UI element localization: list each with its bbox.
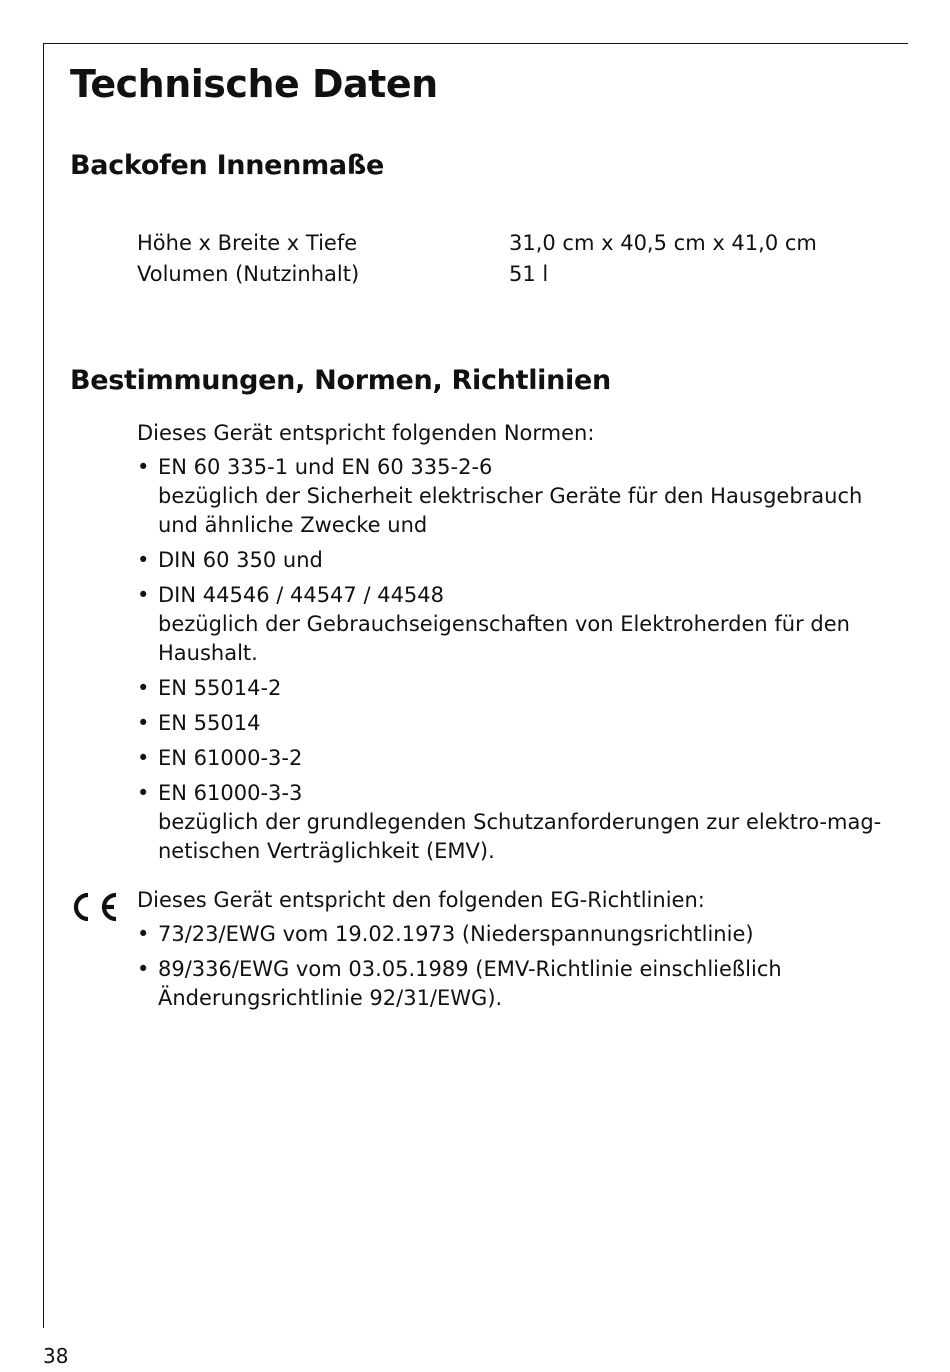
list-item-code: • EN 60 335-1 und EN 60 335-2-6 xyxy=(158,455,493,479)
list-item xyxy=(137,546,897,575)
list-item-description: bezüglich der Sicherheit elektrischer Geräte für den Hausgebrauch und ähnliche Zwecke und xyxy=(158,484,863,537)
directives-section xyxy=(137,886,897,1019)
standards-list xyxy=(137,453,897,866)
page-frame-top-rule xyxy=(43,43,908,44)
page-frame-left-rule xyxy=(43,43,44,1328)
directives-intro: Dieses Gerät entspricht den folgenden EG-Richtlinien: xyxy=(137,888,705,912)
page-title: Technische Daten xyxy=(70,62,438,106)
page-number: 38 xyxy=(43,1344,69,1368)
standards-intro: Dieses Gerät entspricht folgenden Normen: xyxy=(137,421,595,445)
list-item-description: bezüglich der grundlegenden Schutzanforderungen zur elektro-mag-netischen Verträglichkeit (EMV). xyxy=(158,810,882,863)
volume-label: Volumen (Nutzinhalt) xyxy=(137,262,360,286)
list-item xyxy=(137,920,897,949)
standards-section xyxy=(137,419,897,872)
ce-mark-icon xyxy=(68,889,120,925)
volume-value: 51 l xyxy=(509,262,549,286)
dimensions-label: Höhe x Breite x Tiefe xyxy=(137,231,358,255)
list-item-code: • EN 61000-3-2 xyxy=(158,746,303,770)
list-item-code: • 89/336/EWG vom 03.05.1989 (EMV-Richtlinie einschließlich Änderungsrichtlinie 92/31/EWG). xyxy=(158,957,782,1010)
list-item-code: • DIN 60 350 und xyxy=(158,548,323,572)
standards-heading: Bestimmungen, Normen, Richtlinien xyxy=(70,365,611,396)
oven-dimensions-heading: Backofen Innenmaße xyxy=(70,150,384,181)
oven-dimensions-table xyxy=(137,229,817,291)
list-item-code: • EN 61000-3-3 xyxy=(158,781,303,805)
list-item-code: • EN 55014 xyxy=(158,711,261,735)
volume-row xyxy=(137,260,817,291)
dimensions-row xyxy=(137,229,817,260)
list-item xyxy=(137,744,897,773)
list-item-description: bezüglich der Gebrauchseigenschaften von Elektroherden für den Haushalt. xyxy=(158,612,850,665)
list-item-code: • 73/23/EWG vom 19.02.1973 (Niederspannungsrichtlinie) xyxy=(158,922,754,946)
list-item-code: • EN 55014-2 xyxy=(158,676,282,700)
dimensions-value: 31,0 cm x 40,5 cm x 41,0 cm xyxy=(509,231,817,255)
list-item xyxy=(137,955,897,1013)
list-item xyxy=(137,709,897,738)
list-item-code: • DIN 44546 / 44547 / 44548 xyxy=(158,583,445,607)
list-item xyxy=(137,453,897,540)
directives-list xyxy=(137,920,897,1013)
list-item xyxy=(137,779,897,866)
list-item xyxy=(137,581,897,668)
list-item xyxy=(137,674,897,703)
